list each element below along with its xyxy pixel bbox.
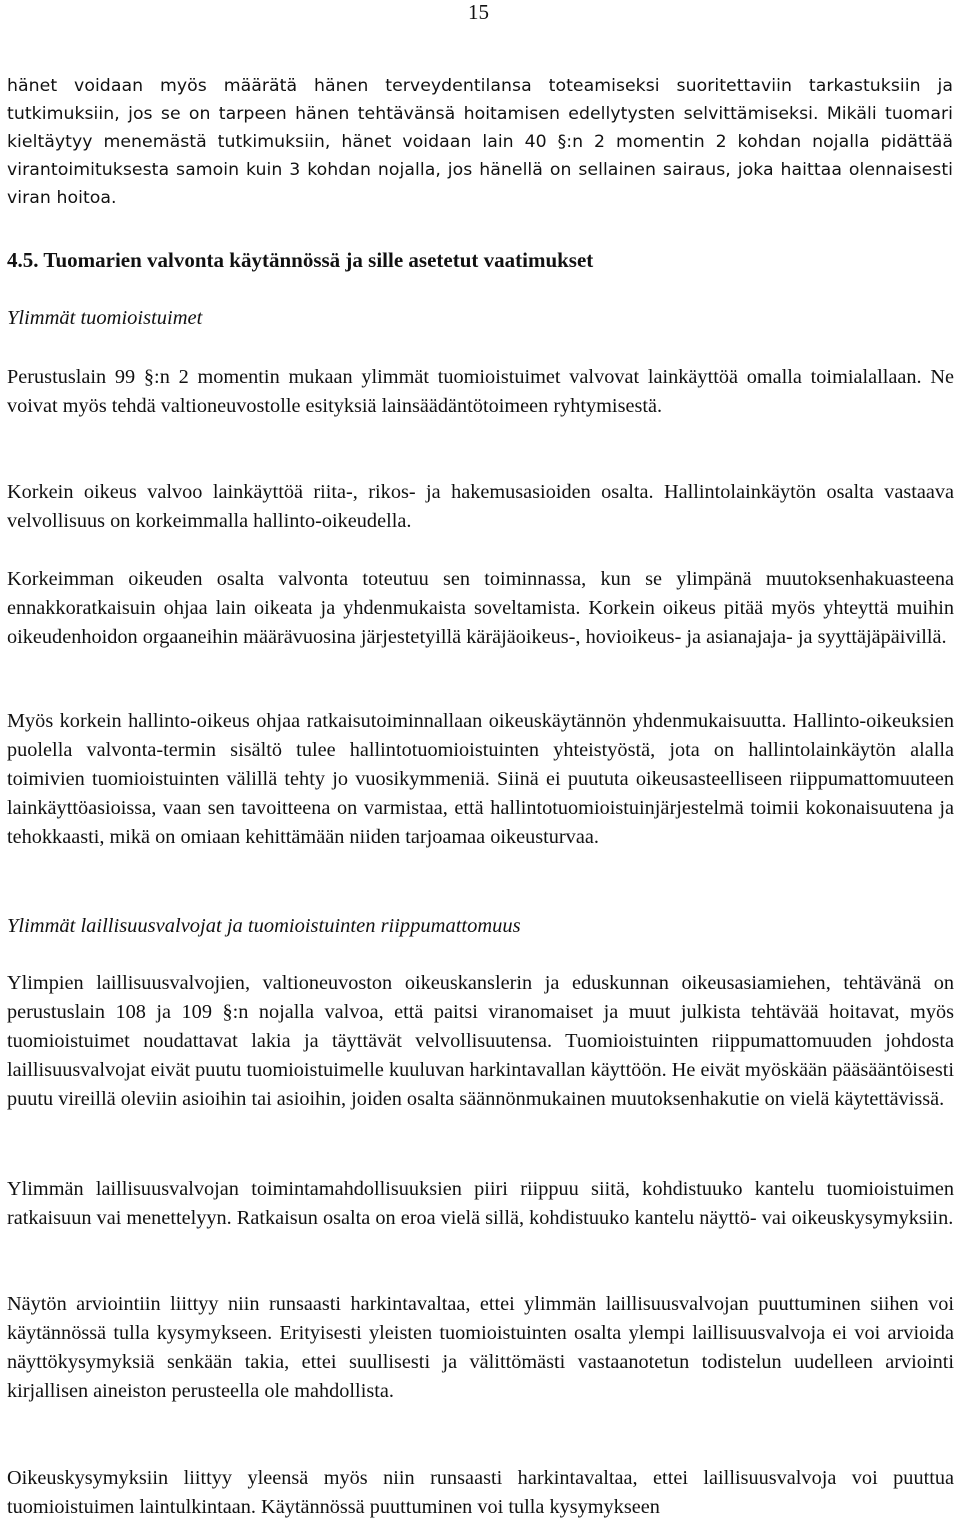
page-number: 15 bbox=[468, 0, 489, 24]
paragraph-korkein-oikeus-valvoo: Korkein oikeus valvoo lainkäyttöä riita-, rikos- ja hakemusasioiden osalta. Hallintolainkäytön osalta vastaava velvollisuus on korkeimmalla hallinto-oikeudella. bbox=[7, 481, 954, 532]
paragraph-korkein-hallinto-oikeus: Myös korkein hallinto-oikeus ohjaa ratkaisutoiminnallaan oikeuskäytännön yhdenmukaisuutta. Hallinto-oikeuksien puolella valvonta-termin sisältö tulee hallintotuomioistuinten yhteistyöstä, jota on hallintolainkäytön alalla toimivien tuomioistuinten välillä tehty jo vuosikymmeniä. Siinä ei puututa oikeusasteelliseen riippumattomuuteen lainkäyttöasioissa, vaan sen tavoitteena on varmistaa, että hallintotuomioistuinjärjestelmä toimii kokonaisuutena ja tehokkaasti, mikä on omiaan kehittämään niiden tarjoamaa oikeusturvaa. bbox=[7, 710, 954, 848]
subheading-laillisuusvalvojat: Ylimmät laillisuusvalvojat ja tuomioistuinten riippumattomuus bbox=[7, 915, 521, 937]
paragraph-korkeimman-oikeuden: Korkeimman oikeuden osalta valvonta toteutuu sen toiminnassa, kun se ylimpänä muutoksenhakuasteena ennakkoratkaisuin ohjaa lain oikeata ja yhdenmukaista soveltamista. Korkein oikeus pitää myös yhteyttä muihin oikeudenhoidon orgaaneihin määrävuosina järjestetyillä käräjäoikeus-, hovioikeus- ja asianajaja- ja syyttäjäpäivillä. bbox=[7, 568, 954, 648]
paragraph-perustuslain-99: Perustuslain 99 §:n 2 momentin mukaan ylimmät tuomioistuimet valvovat lainkäyttöä omalla toimialallaan. Ne voivat myös tehdä valtioneuvostolle esityksiä lainsäädäntötoimeen ryhtymisestä. bbox=[7, 366, 954, 417]
paragraph-nayton-arviointi: Näytön arviointiin liittyy niin runsaasti harkintavaltaa, ettei ylimmän laillisuusvalvojan puuttuminen siihen voi käytännössä tulla kysymykseen. Erityisesti yleisten tuomioistuinten osalta ylempi laillisuusvalvoja ei voi arvioida näyttökysymyksiä senkään takia, ettei suullisesti ja välittömästi vastaanotetun todistelun uudelleen arviointi kirjallisen aineiston perusteella ole mahdollista. bbox=[7, 1293, 954, 1402]
paragraph-toimintamahdollisuudet: Ylimmän laillisuusvalvojan toimintamahdollisuuksien piiri riippuu siitä, kohdistuuko kantelu tuomioistuimen ratkaisuun vai menettelyyn. Ratkaisun osalta on eroa vielä sillä, kohdistuuko kantelu näyttö- vai oikeuskysymyksiin. bbox=[7, 1178, 954, 1229]
intro-paragraph: hänet voidaan myös määrätä hänen terveydentilansa toteamiseksi suoritettaviin tarkastuksiin ja tutkimuksiin, jos se on tarpeen hänen tehtävänsä hoitamisen edellytysten selvittämiseksi. Mikäli tuomari kieltäytyy menemästä tutkimuksiin, hänet voidaan lain 40 §:n 2 momentin 2 kohdan nojalla pidättää virantoimituksesta samoin kuin 3 kohdan nojalla, jos hänellä on sellainen sairaus, joka haittaa olennaisesti viran hoitoa. bbox=[7, 76, 953, 208]
section-heading: 4.5. Tuomarien valvonta käytännössä ja sille asetetut vaatimukset bbox=[7, 248, 594, 272]
subheading-ylimmat-tuomioistuimet: Ylimmät tuomioistuimet bbox=[7, 307, 203, 329]
paragraph-ylimpien-laillisuusvalvojien: Ylimpien laillisuusvalvojien, valtioneuvoston oikeuskanslerin ja eduskunnan oikeusasiamiehen, tehtävänä on perustuslain 108 ja 109 §:n nojalla valvoa, että paitsi viranomaiset ja muut julkista tehtävää hoitavat, myös tuomioistuimet noudattavat lakia ja täyttävät velvollisuutensa. Tuomioistuinten riippumattomuuden johdosta laillisuusvalvojat eivät puutu tuomioistuimelle kuuluvan harkintavallan käyttöön. He eivät myöskään pääsääntöisesti puutu vireillä oleviin asioihin tai asioihin, joiden osalta säännönmukainen muutoksenhakutie on vielä käytettävissä. bbox=[7, 972, 954, 1110]
paragraph-oikeuskysymykset: Oikeuskysymyksiin liittyy yleensä myös niin runsaasti harkintavaltaa, ettei laillisuusvalvoja voi puuttua tuomioistuimen laintulkintaan. Käytännössä puuttuminen voi tulla kysymykseen bbox=[7, 1467, 954, 1518]
